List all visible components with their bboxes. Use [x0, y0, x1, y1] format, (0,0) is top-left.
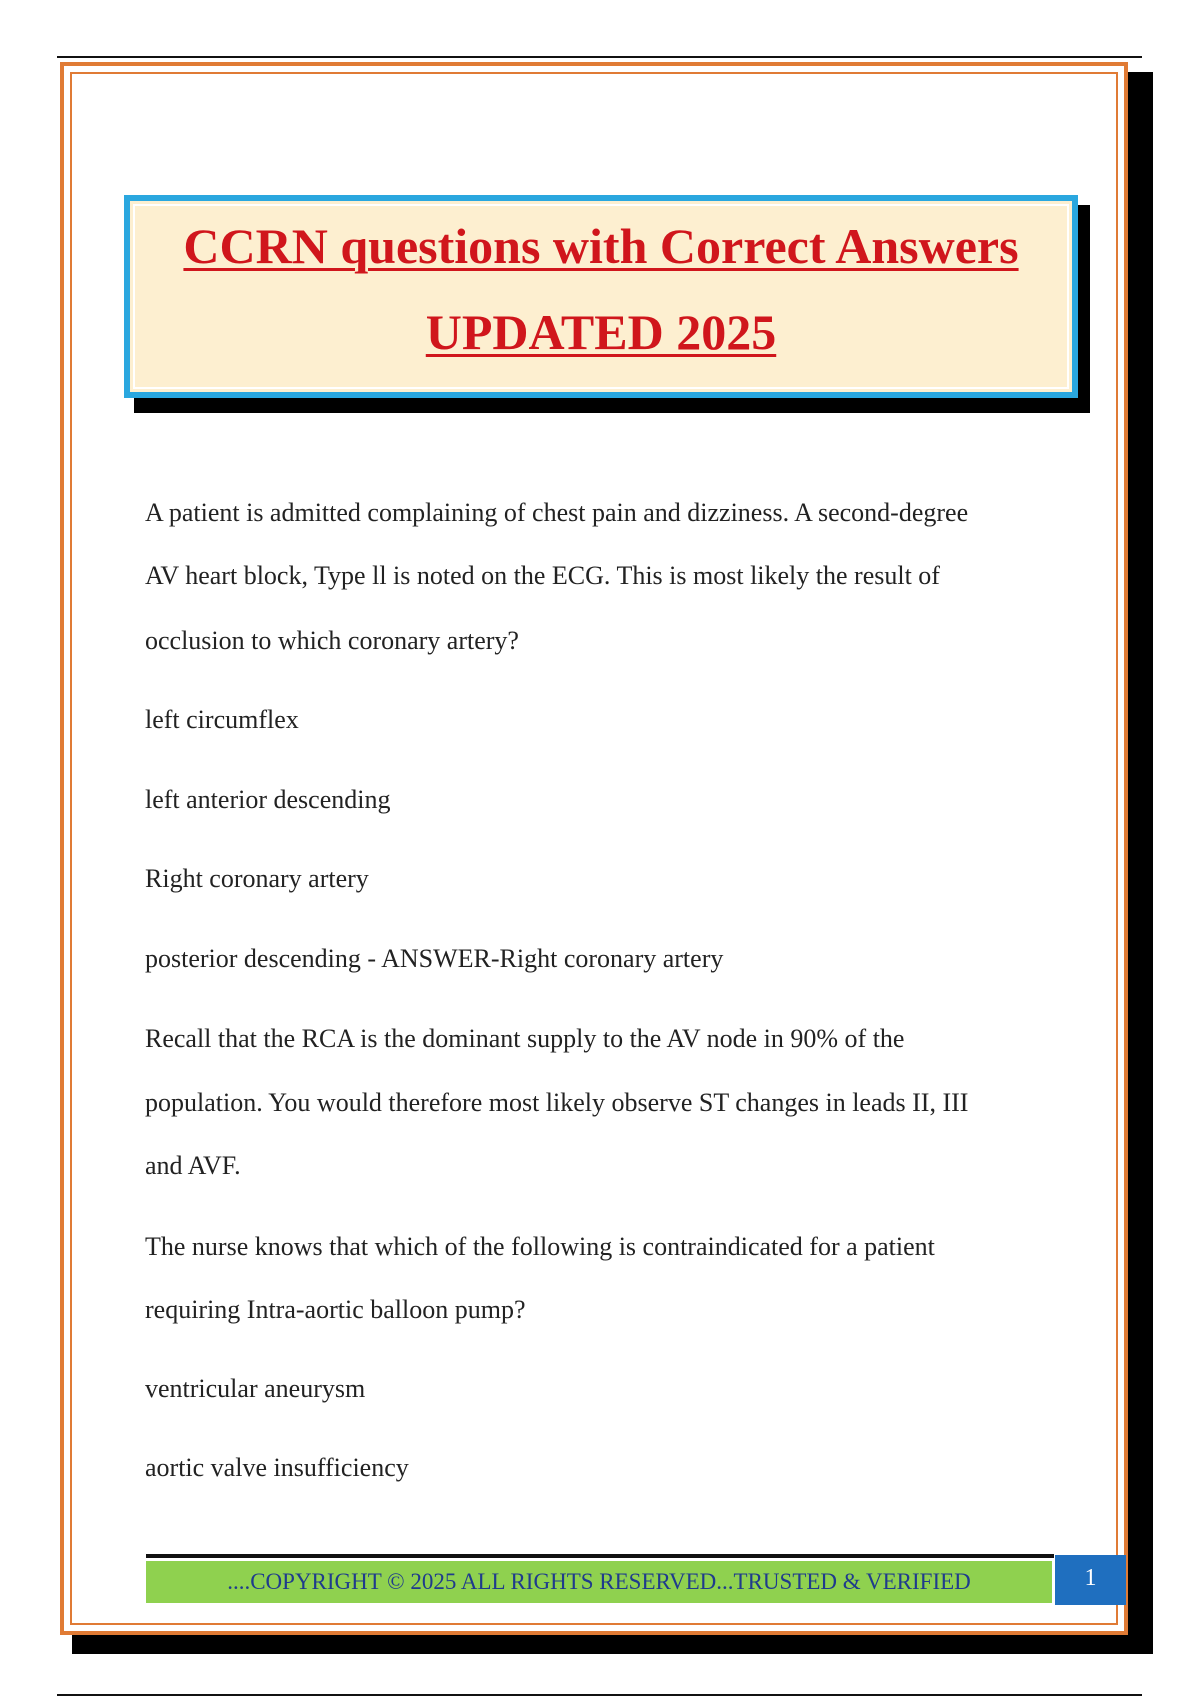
- option-aortic-valve-insufficiency: aortic valve insufficiency: [145, 1453, 409, 1482]
- option-right-coronary-artery: Right coronary artery: [145, 864, 369, 893]
- rationale-line-1: Recall that the RCA is the dominant supply to the AV node in 90% of the: [145, 1024, 905, 1053]
- option-left-circumflex: left circumflex: [145, 705, 299, 734]
- document-title-line-2: UPDATED 2025: [425, 304, 777, 360]
- document-title-line-1: CCRN questions with Correct Answers: [183, 218, 1019, 274]
- bottom-rule: [57, 1694, 1142, 1696]
- question-2-line-1: The nurse knows that which of the following is contraindicated for a patient: [145, 1232, 935, 1261]
- option-ventricular-aneurysm: ventricular aneurysm: [145, 1374, 366, 1403]
- rationale-line-3: and AVF.: [145, 1151, 241, 1180]
- copyright-text: ....COPYRIGHT © 2025 ALL RIGHTS RESERVED...TRUSTED & VERIFIED: [227, 1569, 971, 1594]
- footer-bar: [146, 1561, 1052, 1603]
- question-2-line-2: requiring Intra-aortic balloon pump?: [145, 1295, 526, 1324]
- page-number: 1: [1084, 1565, 1097, 1591]
- question-1-line-2: AV heart block, Type ll is noted on the ECG. This is most likely the result of: [145, 561, 940, 590]
- top-rule: [57, 56, 1142, 58]
- option-posterior-descending-answer: posterior descending - ANSWER-Right coronary artery: [145, 944, 724, 973]
- question-1-line-1: A patient is admitted complaining of chest pain and dizziness. A second-degree: [145, 498, 969, 527]
- question-1-line-3: occlusion to which coronary artery?: [145, 626, 519, 655]
- title-box: [124, 195, 1078, 398]
- page-number-box: [1055, 1555, 1126, 1605]
- option-left-anterior-descending: left anterior descending: [145, 785, 391, 814]
- footer-rule: [146, 1554, 1054, 1558]
- rationale-line-2: population. You would therefore most likely observe ST changes in leads II, III: [145, 1088, 969, 1117]
